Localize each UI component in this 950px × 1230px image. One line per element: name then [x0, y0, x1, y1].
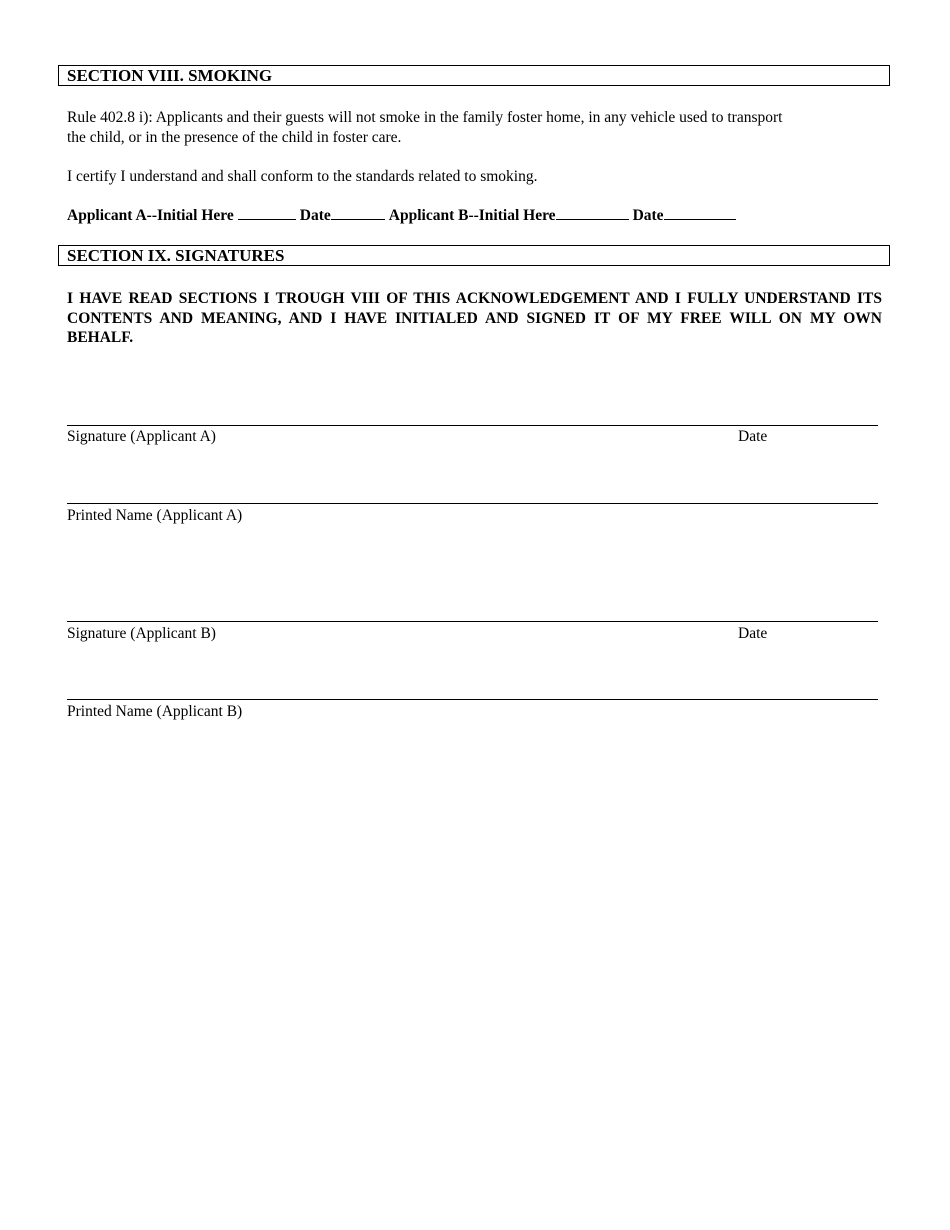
applicant-a-initial-field[interactable] — [238, 205, 296, 220]
applicant-b-date-field[interactable] — [664, 205, 736, 220]
signature-b-line[interactable] — [67, 621, 878, 622]
signature-b-date-label: Date — [738, 625, 768, 642]
printed-name-a-label: Printed Name (Applicant A) — [67, 507, 243, 524]
applicant-a-date-label: Date — [299, 207, 331, 224]
printed-name-b-label: Printed Name (Applicant B) — [67, 703, 243, 720]
section-viii-header — [58, 65, 890, 86]
applicant-a-initial-label: Applicant A--Initial Here — [67, 207, 234, 224]
signature-a-line[interactable] — [67, 425, 878, 426]
printed-name-a-line[interactable] — [67, 503, 878, 504]
section-ix-title: SECTION IX. SIGNATURES — [67, 246, 285, 265]
applicant-b-date-label: Date — [632, 207, 664, 224]
rule-402-8-line-2: the child, or in the presence of the child in foster care. — [67, 129, 402, 146]
acknowledgement-statement: I HAVE READ SECTIONS I TROUGH VIII OF THIS ACKNOWLEDGEMENT AND I FULLY UNDERSTAND ITS CONTENTS AND MEANING, AND I HAVE INITIALED AND SIGNED IT OF MY FREE WILL ON MY OWN BEHALF. — [67, 290, 882, 346]
rule-402-8-line-1: Rule 402.8 i): Applicants and their guests will not smoke in the family foster home, in any vehicle used to transport — [67, 109, 783, 126]
printed-name-b-line[interactable] — [67, 699, 878, 700]
initials-row — [67, 205, 740, 225]
section-viii-title: SECTION VIII. SMOKING — [67, 66, 273, 85]
signature-b-label: Signature (Applicant B) — [67, 625, 216, 642]
applicant-b-initial-label: Applicant B--Initial Here — [388, 207, 556, 224]
signature-a-label: Signature (Applicant A) — [67, 428, 216, 445]
applicant-a-date-field[interactable] — [331, 205, 385, 220]
smoking-certification-text: I certify I understand and shall conform to the standards related to smoking. — [67, 168, 538, 185]
signature-a-date-label: Date — [738, 428, 768, 445]
section-ix-header — [58, 245, 890, 266]
applicant-b-initial-field[interactable] — [556, 205, 629, 220]
